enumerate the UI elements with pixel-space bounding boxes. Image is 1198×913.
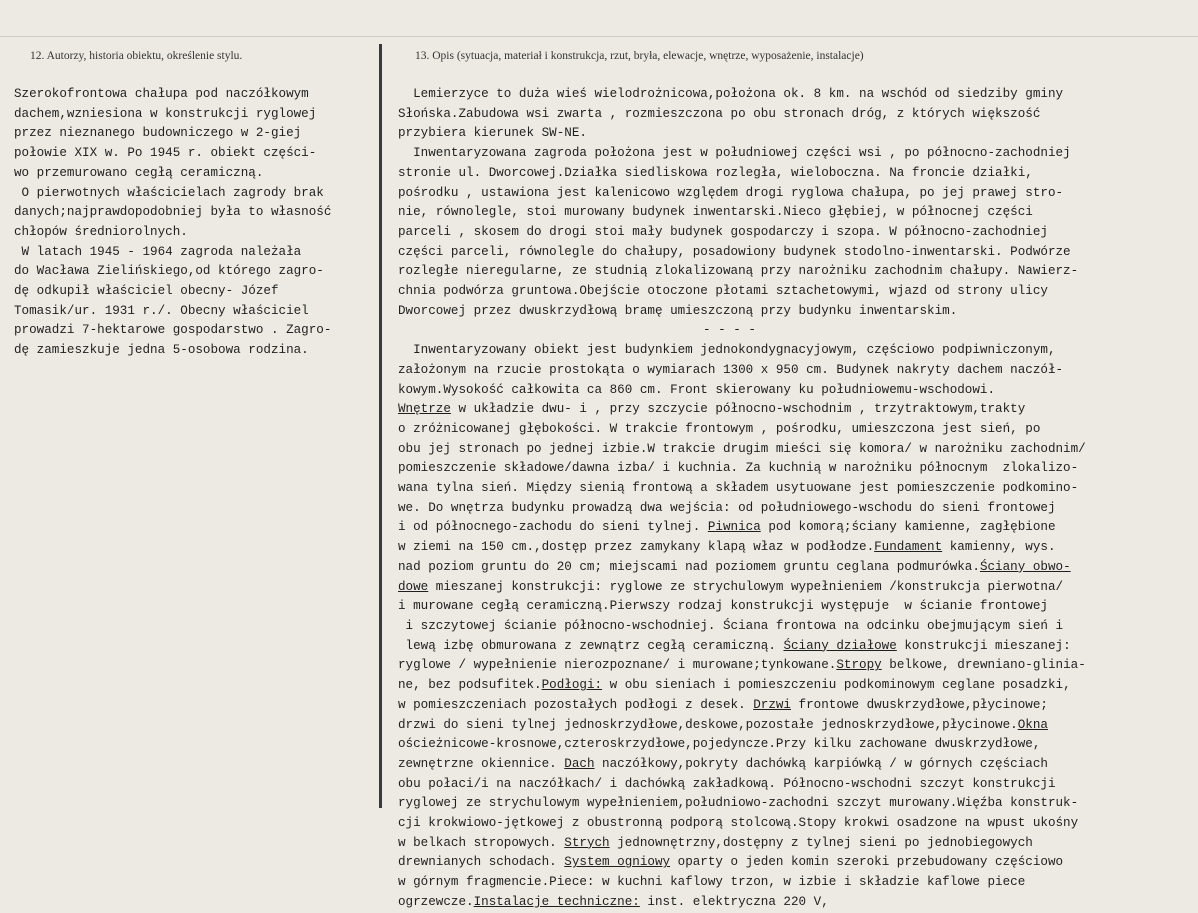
text-segment: jednownętrzny,dostępny z tylnej sieni po jednobiegowych <box>609 835 1033 850</box>
construction-line <box>398 538 1196 558</box>
history-line: O pierwotnych właścicielach zagrody brak <box>14 185 324 200</box>
history-line: do Wacława Zielińskiego,od którego zagro- <box>14 264 324 279</box>
situation-line: przybiera kierunek SW-NE. <box>398 126 587 141</box>
construction-line <box>398 676 1196 696</box>
history-line: chłopów średniorolnych. <box>14 224 188 239</box>
text-segment: ryglowe / wypełnienie nierozpoznane/ i murowane;tynkowane. <box>398 658 837 673</box>
text-segment: lewą izbę obmurowana z zewnątrz cegłą ceramiczną. <box>398 638 784 653</box>
construction-line <box>398 775 1196 795</box>
text-segment: drewnianych schodach. <box>398 855 565 870</box>
construction-line <box>398 834 1196 854</box>
construction-line <box>398 361 1196 381</box>
text-segment: konstrukcji mieszanej: <box>896 638 1071 653</box>
construction-line <box>398 558 1196 578</box>
underlined-term: dowe <box>398 579 429 594</box>
construction-line <box>398 617 1196 637</box>
text-segment: pomieszczenie składowe/dawna izba/ i kuchnia. Za kuchnią w narożniku północnym zlokalizo- <box>398 461 1079 476</box>
situation-line: chnia podwórza gruntowa.Obejście otoczone płotami sztachetowymi, wjazd od strony ulicy <box>398 284 1048 299</box>
text-segment: w belkach stropowych. <box>398 835 565 850</box>
construction-line <box>398 381 1196 401</box>
history-line: Szerokofrontowa chałupa pod naczółkowym <box>14 87 309 101</box>
situation-line: Inwentaryzowana zagroda położona jest w południowej części wsi , po północno-zachodniej <box>398 146 1071 161</box>
column-divider <box>379 44 382 808</box>
history-line: danych;najprawdopodobniej była to własność <box>14 205 332 220</box>
situation-line: części parceli, równolegle do chałupy, posadowiony budynek stodolno-inwentarski. Podwórze <box>398 244 1071 259</box>
text-segment: naczółkowy,pokryty dachówką karpiówką / w górnych częściach <box>594 756 1048 771</box>
underlined-term: Ściany obwo- <box>979 559 1071 574</box>
underlined-term: Drzwi <box>753 697 791 712</box>
construction-line <box>398 716 1196 736</box>
text-segment: o zróżnicowanej głębokości. W trakcie frontowym , pośrodku, umieszczona jest sień, po <box>398 421 1041 436</box>
construction-line <box>398 814 1196 834</box>
construction-line <box>398 440 1196 460</box>
underlined-term: Dach <box>564 756 595 771</box>
text-segment: i murowane cegłą ceramiczną.Pierwszy rodzaj konstrukcji występuje w ścianie frontowej <box>398 599 1048 614</box>
history-line: przez nieznanego budowniczego w 2-giej <box>14 126 302 141</box>
text-segment: frontowe dwuskrzydłowe,płycinowe; <box>791 697 1048 712</box>
construction-line <box>398 341 1196 361</box>
construction-line <box>398 873 1196 893</box>
construction-line <box>398 696 1196 716</box>
underlined-term: Podłogi: <box>541 678 603 693</box>
situation-line: pośrodku , ustawiona jest kalenicowo względem drogi ryglowa chałupa, po jej prawej stro- <box>398 185 1064 200</box>
text-segment: obu połaci/i na naczółkach/ i dachówką zakładkową. Północno-wschodni szczyt konstrukcji <box>398 776 1056 791</box>
construction-line <box>398 794 1196 814</box>
text-segment: w ziemi na 150 cm.,dostęp przez zamykany klapą właz w podłodze. <box>398 540 875 555</box>
text-segment: mieszanej konstrukcji: ryglowe ze strychulowym wypełnieniem /konstrukcja pierwotna/ <box>428 579 1064 594</box>
construction-line <box>398 479 1196 499</box>
text-segment: w górnym fragmencie.Piece: w kuchni kaflowy trzon, w izbie i składzie kaflowe piece <box>398 875 1026 890</box>
construction-line <box>398 853 1196 873</box>
text-segment: Inwentaryzowany obiekt jest budynkiem jednokondygnacyjowym, częściowo podpiwniczonym, <box>398 343 1056 358</box>
underlined-term: Instalacje techniczne: <box>473 894 640 909</box>
history-line: dachem,wzniesiona w konstrukcji ryglowej <box>14 106 317 121</box>
text-segment: w pomieszczeniach pozostałych podłogi z desek. <box>398 697 754 712</box>
situation-line: nie, równolegle, stoi murowany budynek inwentarski.Nieco głębiej, w północnej części <box>398 205 1033 220</box>
history-column <box>14 85 376 361</box>
text-segment: w układzie dwu- i , przy szczycie północno-wschodnim , trzytraktowym,trakty <box>450 402 1026 417</box>
text-segment: ne, bez podsufitek. <box>398 678 542 693</box>
history-line: dę odkupił właściciel obecny- Józef <box>14 284 279 299</box>
situation-line: Lemierzyce to duża wieś wielodrożnicowa,położona ok. 8 km. na wschód od siedziby gminy <box>398 87 1064 101</box>
history-line: dę zamieszkuje jedna 5-osobowa rodzina. <box>14 343 309 358</box>
history-line: połowie XIX w. Po 1945 r. obiekt części- <box>14 146 317 161</box>
construction-line <box>398 735 1196 755</box>
text-segment: wana tylna sień. Między sienią frontową a składem usytuowane jest pomieszczenie podkomino- <box>398 481 1079 496</box>
underlined-term: Strych <box>564 835 610 850</box>
text-segment: pod komorą;ściany kamienne, zagłębione <box>760 520 1056 535</box>
underlined-term: System ogniowy <box>564 855 671 870</box>
text-segment: w obu sieniach i pomieszczeniu podkominowym ceglane posadzki, <box>602 678 1071 693</box>
section-13-heading: 13. Opis (sytuacja, materiał i konstrukcja, rzut, bryła, elewacje, wnętrze, wyposażenie, instalacje) <box>415 50 864 62</box>
construction-line <box>398 656 1196 676</box>
text-segment: kamienny, wys. <box>942 540 1056 555</box>
text-segment: drzwi do sieni tylnej jednoskrzydłowe,deskowe,pozostałe jednoskrzydłowe,płycinowe. <box>398 717 1018 732</box>
text-segment: obu jej stronach po jednej izbie.W trakcie drugim mieści się komora/ w narożniku zachodnim/ <box>398 441 1086 456</box>
underlined-term: Okna <box>1017 717 1048 732</box>
underlined-term: Fundament <box>874 540 943 555</box>
description-column <box>398 85 1196 913</box>
construction-line <box>398 400 1196 420</box>
construction-line <box>398 637 1196 657</box>
construction-line <box>398 578 1196 598</box>
text-segment: ogrzewcze. <box>398 894 474 909</box>
text-segment: belkowe, drewniano-glinia- <box>881 658 1086 673</box>
situation-line: Słońska.Zabudowa wsi zwarta , rozmieszczona po obu stronach dróg, z których większość <box>398 106 1041 121</box>
construction-line <box>398 893 1196 913</box>
situation-line: rozległe nieregularne, ze studnią zlokalizowaną przy narożniku zachodnim chałupy. Nawierz- <box>398 264 1079 279</box>
text-segment: ościeżnicowe-krosnowe,czteroskrzydłowe,pojedyncze.Przy kilku zachowane dwuskrzydłowe, <box>398 737 1041 752</box>
text-segment: oparty o jeden komin szeroki przebudowany częściowo <box>670 855 1064 870</box>
history-line: wo przemurowano cegłą ceramiczną. <box>14 165 264 180</box>
top-rule <box>0 36 1198 37</box>
history-line: prowadzi 7-hektarowe gospodarstwo . Zagro- <box>14 323 332 338</box>
text-segment: założonym na rzucie prostokąta o wymiarach 1300 x 950 cm. Budynek nakryty dachem naczół- <box>398 362 1064 377</box>
situation-line: Dworcowej przez dwuskrzydłową bramę umieszczoną przy budynku inwentarskim. <box>398 303 958 318</box>
construction-line <box>398 597 1196 617</box>
construction-line <box>398 755 1196 775</box>
situation-line: stronie ul. Dworcowej.Działka siedliskowa rozległa, wieloboczna. Na froncie działki, <box>398 165 1033 180</box>
history-line: W latach 1945 - 1964 zagroda należała <box>14 244 302 259</box>
text-segment: ryglowej ze strychulowym wypełnieniem,południowo-zachodni szczyt murowany.Więźba konstruk- <box>398 796 1079 811</box>
text-segment: nad poziom gruntu do 20 cm; miejscami nad poziomem gruntu ceglana podmurówka. <box>398 559 980 574</box>
section-separator: - - - - <box>703 323 756 338</box>
text-segment: we. Do wnętrza budynku prowadzą dwa wejścia: od południowego-wschodu do sieni frontowej <box>398 500 1056 515</box>
text-segment: kowym.Wysokość całkowita ca 860 cm. Front skierowany ku południowemu-wschodowi. <box>398 382 996 397</box>
underlined-term: Wnętrze <box>398 402 451 417</box>
underlined-term: Ściany działowe <box>783 638 897 653</box>
construction-line <box>398 499 1196 519</box>
text-segment: i szczytowej ścianie północno-wschodniej. Ściana frontowa na odcinku obejmującym sień i <box>398 618 1064 633</box>
text-segment: i od północnego-zachodu do sieni tylnej. <box>398 520 708 535</box>
underlined-term: Piwnica <box>707 520 761 535</box>
text-segment: zewnętrzne okiennice. <box>398 756 565 771</box>
underlined-term: Stropy <box>836 658 882 673</box>
construction-line <box>398 459 1196 479</box>
construction-line <box>398 518 1196 538</box>
text-segment: cji krokwiowo-jętkowej z obustronną podporą stolcową.Stopy krokwi osadzone na wpust ukośny <box>398 816 1079 831</box>
history-line: Tomasik/ur. 1931 r./. Obecny właściciel <box>14 303 309 318</box>
situation-line: parceli , skosem do drogi stoi mały budynek gospodarczy i szopa. W północno-zachodniej <box>398 224 1048 239</box>
text-segment: inst. elektryczna 220 V, <box>639 894 829 909</box>
section-12-heading: 12. Autorzy, historia obiektu, określenie stylu. <box>30 50 243 62</box>
construction-line <box>398 420 1196 440</box>
